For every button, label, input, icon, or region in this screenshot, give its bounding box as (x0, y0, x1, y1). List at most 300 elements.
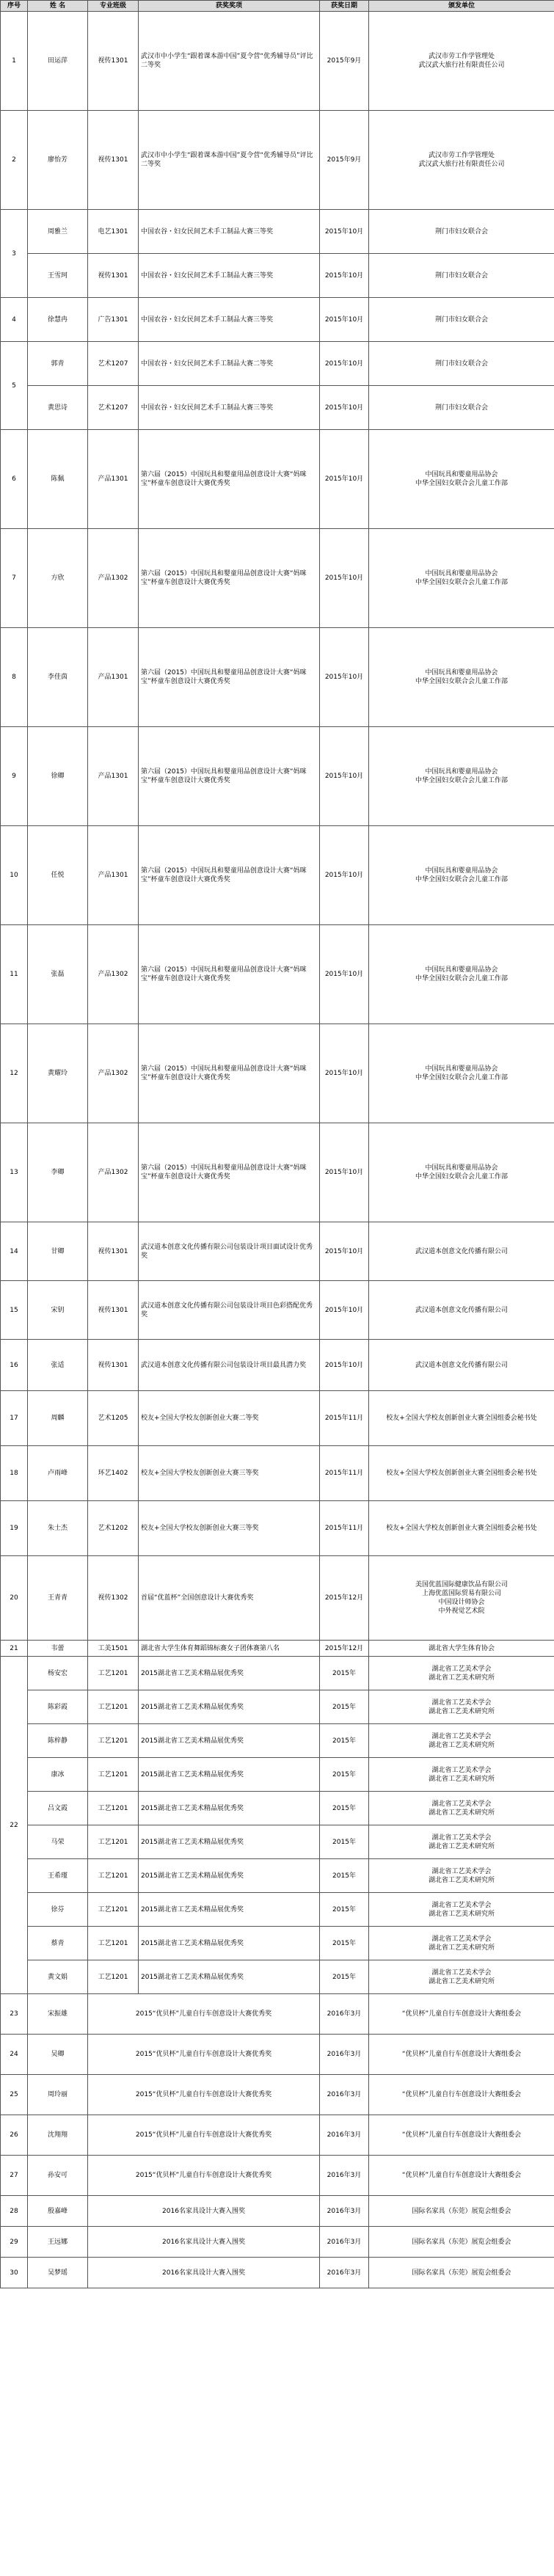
cell-name (28, 1501, 88, 1556)
cell-issuer (369, 1657, 554, 1690)
table-row (1, 430, 554, 529)
cell-date (320, 254, 369, 298)
issuer-text: 湖北省工艺美术研究所 (428, 1842, 495, 1850)
cell-name (28, 2035, 88, 2075)
table-row (1, 1641, 554, 1657)
cell-award (139, 529, 320, 628)
name-text: 宋钥 (51, 1306, 65, 1314)
date-text: 2015年11月 (324, 1415, 364, 1422)
cell-name (28, 1123, 88, 1222)
issuer-text: 湖北省工艺美术研究所 (428, 1741, 495, 1749)
class-text: 工艺1201 (98, 1737, 128, 1745)
issuer-text: 湖北省工艺美术研究所 (428, 1910, 495, 1918)
cell-issuer (369, 2196, 554, 2227)
date-text: 2015年10月 (324, 872, 364, 879)
table-row (1, 529, 554, 628)
cell-name (28, 298, 88, 342)
cell-award (139, 1960, 320, 1994)
table-row (1, 1927, 554, 1960)
cell-date (320, 210, 369, 254)
class-text: 产品1302 (98, 574, 128, 582)
date-text: 2015年11月 (324, 1525, 364, 1532)
cell-index (1, 12, 28, 111)
cell-issuer (369, 925, 554, 1024)
date-text: 2015年10月 (324, 475, 364, 483)
cell-award (139, 1123, 320, 1222)
cell-date (320, 2258, 369, 2288)
cell-name (28, 925, 88, 1024)
award-text: 2015湖北省工艺美术精品展优秀奖 (141, 1872, 244, 1880)
award-text: 第六届（2015）中国玩具和婴童用品创意设计大赛“妈咪宝”杯童车创意设计大赛优秀奖 (141, 867, 307, 883)
cell-award (139, 628, 320, 727)
cell-name (28, 1825, 88, 1859)
cell-name (28, 1690, 88, 1724)
class-text: 工艺1201 (98, 1804, 128, 1812)
cell-name (28, 1960, 88, 1994)
cell-class (88, 111, 139, 210)
header-issuer: 颁发单位 (369, 1, 554, 12)
issuer-text: 湖北省工艺美术学会 (431, 1969, 492, 1977)
issuer-text: “优贝杯”儿童自行车创意设计大赛组委会 (401, 2131, 522, 2139)
cell-issuer (369, 529, 554, 628)
date-text: 2016年3月 (327, 2172, 362, 2179)
cell-name (28, 1758, 88, 1792)
table-row (1, 2258, 554, 2288)
cell-class (88, 1391, 139, 1446)
name-text: 周麟 (51, 1415, 65, 1422)
cell-class (88, 1641, 139, 1657)
issuer-text: 荆门市妇女联合会 (434, 404, 488, 412)
index-text: 8 (12, 674, 16, 681)
date-text: 2015年 (332, 1770, 356, 1778)
class-text: 工艺1201 (98, 1669, 128, 1677)
name-text: 徐慧冉 (47, 315, 68, 324)
issuer-text: 中国玩具和婴童用品协会 (425, 966, 498, 974)
award-text: 2015湖北省工艺美术精品展优秀奖 (141, 1804, 244, 1812)
issuer-text: 湖北省工艺美术研究所 (428, 1944, 495, 1952)
cell-name (28, 430, 88, 529)
issuer-text: 中华全国妇女联合会儿童工作部 (415, 1173, 508, 1181)
cell-issuer (369, 1556, 554, 1641)
header-index: 序号 (1, 1, 28, 12)
issuer-text: 武汉武大旅行社有限责任公司 (418, 161, 505, 168)
class-text: 视传1301 (98, 156, 128, 164)
cell-class (88, 1792, 139, 1825)
name-text: 黄文娟 (47, 1973, 68, 1981)
cell-date (320, 430, 369, 529)
cell-award (139, 298, 320, 342)
cell-index (1, 2075, 28, 2115)
issuer-text: 国际名家具（东莞）展览会组委会 (412, 2269, 511, 2277)
table-row (1, 1501, 554, 1556)
issuer-text: 中国玩具和婴童用品协会 (425, 768, 498, 776)
index-text: 25 (10, 2091, 18, 2098)
cell-date (320, 1340, 369, 1391)
issuer-text: 中国设计师协会 (438, 1599, 485, 1606)
award-text: 武汉道本创意文化传播有限公司包装设计项目最具潜力奖 (141, 1361, 307, 1369)
cell-award (139, 1859, 320, 1893)
issuer-text: 上海优蓝国际贸易有限公司 (421, 1590, 501, 1597)
cell-date (320, 1501, 369, 1556)
class-text: 2015“优贝杯”儿童自行车创意设计大赛优秀奖 (135, 2131, 272, 2139)
class-text: 视传1301 (98, 1361, 128, 1369)
cell-index (1, 628, 28, 727)
issuer-text: 武汉市劳工作学管理处 (428, 53, 495, 60)
cell-issuer (369, 2227, 554, 2258)
cell-class (88, 210, 139, 254)
index-text: 13 (10, 1169, 18, 1176)
class-text: 视传1302 (98, 1594, 128, 1602)
class-text: 工艺1201 (98, 1872, 128, 1880)
class-text: 视传1301 (98, 1306, 128, 1314)
cell-issuer (369, 386, 554, 430)
cell-class (88, 1960, 139, 1994)
name-text: 宋振雄 (47, 2010, 68, 2018)
date-text: 2015年10月 (324, 227, 364, 236)
index-text: 4 (12, 315, 16, 324)
cell-date (320, 1994, 369, 2035)
award-text: 第六届（2015）中国玩具和婴童用品创意设计大赛“妈咪宝”杯童车创意设计大赛优秀奖 (141, 1065, 307, 1081)
award-text: 武汉道本创意文化传播有限公司包装设计项目色彩搭配优秀奖 (141, 1302, 313, 1318)
cell-award (139, 386, 320, 430)
name-text: 蔡青 (51, 1939, 65, 1947)
table-row (1, 1123, 554, 1222)
cell-issuer (369, 1641, 554, 1657)
header-award: 获奖奖项 (139, 1, 320, 12)
issuer-text: 荆门市妇女联合会 (434, 315, 488, 324)
date-text: 2015年 (332, 1872, 356, 1880)
cell-date (320, 727, 369, 826)
date-text: 2015年10月 (324, 574, 364, 582)
table-row (1, 826, 554, 925)
index-text: 11 (10, 971, 18, 978)
table-row (1, 2227, 554, 2258)
award-text: 校友+全国大学校友创新创业大赛二等奖 (141, 1415, 259, 1422)
cell-award (139, 1641, 320, 1657)
cell-class (88, 1657, 139, 1690)
award-text: 2015湖北省工艺美术精品展优秀奖 (141, 1939, 244, 1947)
class-text: 2016名家具设计大赛入围奖 (162, 2238, 245, 2246)
table-row (1, 1758, 554, 1792)
index-text: 29 (10, 2238, 18, 2246)
issuer-text: 武汉道本创意文化传播有限公司 (415, 1306, 508, 1314)
class-text: 工艺1201 (98, 1939, 128, 1947)
index-text: 24 (10, 2051, 18, 2058)
cell-award (139, 12, 320, 111)
table-row (1, 2196, 554, 2227)
cell-index (1, 1024, 28, 1123)
cell-class (88, 1024, 139, 1123)
cell-date (320, 1391, 369, 1446)
award-text: 校友+全国大学校友创新创业大赛三等奖 (141, 1525, 259, 1532)
table-row (1, 2075, 554, 2115)
date-text: 2016年3月 (327, 2051, 362, 2058)
cell-award (139, 1556, 320, 1641)
cell-issuer (369, 210, 554, 254)
table-row (1, 1960, 554, 1994)
issuer-text: “优贝杯”儿童自行车创意设计大赛组委会 (401, 2091, 522, 2098)
cell-date (320, 386, 369, 430)
name-text: 王远娜 (47, 2238, 68, 2246)
date-text: 2015年12月 (324, 1594, 364, 1602)
cell-name (28, 529, 88, 628)
cell-class (88, 2075, 320, 2115)
date-text: 2015年12月 (324, 1644, 364, 1652)
class-text: 2015“优贝杯”儿童自行车创意设计大赛优秀奖 (135, 2051, 272, 2058)
cell-class (88, 1893, 139, 1927)
award-text: 2015湖北省工艺美术精品展优秀奖 (141, 1905, 244, 1913)
award-text: 2015湖北省工艺美术精品展优秀奖 (141, 1770, 244, 1778)
cell-index (1, 1501, 28, 1556)
table-row (1, 1893, 554, 1927)
award-text: 2015湖北省工艺美术精品展优秀奖 (141, 1737, 244, 1745)
cell-index (1, 529, 28, 628)
name-text: 王雪珂 (47, 271, 68, 280)
cell-class (88, 1340, 139, 1391)
name-text: 周雅兰 (47, 227, 68, 236)
cell-issuer (369, 111, 554, 210)
issuer-text: 中外视觉艺术院 (438, 1608, 485, 1615)
table-row (1, 1859, 554, 1893)
table-row (1, 254, 554, 298)
date-text: 2016年3月 (327, 2091, 362, 2098)
cell-name (28, 1893, 88, 1927)
cell-class (88, 1859, 139, 1893)
cell-index (1, 2035, 28, 2075)
date-text: 2015年10月 (324, 1361, 364, 1369)
cell-issuer (369, 254, 554, 298)
class-text: 艺术1202 (98, 1525, 128, 1532)
issuer-text: 湖北省工艺美术研究所 (428, 1674, 495, 1682)
issuer-text: 武汉道本创意文化传播有限公司 (415, 1361, 508, 1369)
cell-date (320, 1927, 369, 1960)
cell-class (88, 12, 139, 111)
cell-award (139, 1340, 320, 1391)
issuer-text: 美国优蓝国际健康饮品有限公司 (415, 1581, 508, 1588)
name-text: 徐卿 (51, 773, 65, 780)
cell-issuer (369, 2258, 554, 2288)
cell-index (1, 342, 28, 430)
table-row (1, 1690, 554, 1724)
cell-index (1, 2258, 28, 2288)
table-row (1, 1446, 554, 1501)
issuer-text: 湖北省工艺美术学会 (431, 1834, 492, 1842)
cell-class (88, 254, 139, 298)
table-row (1, 1825, 554, 1859)
date-text: 2015年 (332, 1669, 356, 1677)
name-text: 甘卿 (51, 1247, 65, 1255)
header-class: 专业班级 (88, 1, 139, 12)
class-text: 电艺1301 (98, 227, 128, 236)
header-name: 姓 名 (28, 1, 88, 12)
name-text: 马荣 (51, 1838, 65, 1846)
cell-award (139, 1222, 320, 1281)
name-text: 吴梦瑶 (47, 2269, 68, 2277)
class-text: 视传1301 (98, 1247, 128, 1255)
class-text: 艺术1207 (98, 360, 128, 368)
cell-name (28, 1222, 88, 1281)
index-text: 20 (10, 1594, 18, 1602)
index-text: 18 (10, 1470, 18, 1477)
issuer-text: 武汉道本创意文化传播有限公司 (415, 1247, 508, 1255)
cell-class (88, 1556, 139, 1641)
cell-award (139, 826, 320, 925)
cell-issuer (369, 1391, 554, 1446)
cell-index (1, 1340, 28, 1391)
cell-issuer (369, 342, 554, 386)
name-text: 廖怡芳 (47, 156, 68, 164)
cell-class (88, 1994, 320, 2035)
cell-index (1, 1641, 28, 1657)
issuer-text: “优贝杯”儿童自行车创意设计大赛组委会 (401, 2010, 522, 2018)
cell-name (28, 12, 88, 111)
date-text: 2015年10月 (324, 315, 364, 324)
cell-index (1, 210, 28, 298)
issuer-text: 国际名家具（东莞）展览会组委会 (412, 2207, 511, 2215)
cell-award (139, 1724, 320, 1758)
table-row (1, 1391, 554, 1446)
date-text: 2015年 (332, 1939, 356, 1947)
issuer-text: 湖北省工艺美术学会 (431, 1766, 492, 1774)
cell-award (139, 342, 320, 386)
issuer-text: 中国玩具和婴童用品协会 (425, 1065, 498, 1073)
date-text: 2015年10月 (324, 1247, 364, 1255)
issuer-text: “优贝杯”儿童自行车创意设计大赛组委会 (401, 2051, 522, 2058)
cell-date (320, 2156, 369, 2196)
class-text: 视传1301 (98, 57, 128, 65)
cell-award (139, 925, 320, 1024)
date-text: 2015年 (332, 1703, 356, 1711)
cell-award (139, 1501, 320, 1556)
issuer-text: 中国玩具和婴童用品协会 (425, 867, 498, 875)
cell-issuer (369, 12, 554, 111)
index-text: 28 (10, 2207, 18, 2215)
index-text: 17 (10, 1415, 18, 1422)
index-text: 9 (12, 773, 16, 780)
cell-issuer (369, 1825, 554, 1859)
table-row (1, 1657, 554, 1690)
award-text: 第六届（2015）中国玩具和婴童用品创意设计大赛“妈咪宝”杯童车创意设计大赛优秀奖 (141, 1164, 307, 1181)
index-text: 23 (10, 2010, 18, 2018)
issuer-text: 湖北省工艺美术学会 (431, 1935, 492, 1943)
cell-name (28, 1657, 88, 1690)
class-text: 2015“优贝杯”儿童自行车创意设计大赛优秀奖 (135, 2091, 272, 2098)
table-row (1, 342, 554, 386)
date-text: 2016年3月 (327, 2207, 362, 2215)
name-text: 黄思诗 (47, 404, 68, 412)
cell-name (28, 2196, 88, 2227)
index-text: 30 (10, 2269, 18, 2277)
name-text: 李卿 (51, 1169, 65, 1176)
cell-class (88, 826, 139, 925)
index-text: 16 (10, 1361, 18, 1369)
cell-class (88, 628, 139, 727)
cell-date (320, 2075, 369, 2115)
cell-name (28, 2075, 88, 2115)
index-text: 19 (10, 1525, 18, 1532)
cell-class (88, 2196, 320, 2227)
cell-date (320, 1024, 369, 1123)
award-text: 第六届（2015）中国玩具和婴童用品创意设计大赛“妈咪宝”杯童车创意设计大赛优秀奖 (141, 570, 307, 586)
award-text: 第六届（2015）中国玩具和婴童用品创意设计大赛“妈咪宝”杯童车创意设计大赛优秀奖 (141, 669, 307, 685)
name-text: 吴卿 (51, 2051, 65, 2058)
cell-class (88, 342, 139, 386)
name-text: 李佳茵 (47, 674, 68, 681)
index-text: 3 (12, 249, 16, 258)
issuer-text: 湖北省工艺美术学会 (431, 1800, 492, 1808)
table-row (1, 1281, 554, 1340)
cell-date (320, 298, 369, 342)
cell-award (139, 1281, 320, 1340)
cell-index (1, 430, 28, 529)
issuer-text: 中华全国妇女联合会儿童工作部 (415, 579, 508, 586)
class-text: 艺术1205 (98, 1415, 128, 1422)
cell-issuer (369, 1690, 554, 1724)
class-text: 产品1302 (98, 1169, 128, 1176)
cell-issuer (369, 1501, 554, 1556)
cell-class (88, 1825, 139, 1859)
award-text: 中国农谷・妇女民间艺术手工制品大赛二等奖 (141, 360, 274, 368)
name-text: 陈梓静 (47, 1737, 68, 1745)
name-text: 张适 (51, 1361, 65, 1369)
cell-issuer (369, 1446, 554, 1501)
date-text: 2015年10月 (324, 1169, 364, 1176)
issuer-text: 校友+全国大学校友创新创业大赛全国组委会秘书处 (386, 1525, 537, 1532)
index-text: 7 (12, 574, 16, 582)
date-text: 2015年 (332, 1737, 356, 1745)
cell-class (88, 1281, 139, 1340)
index-text: 12 (10, 1070, 18, 1077)
cell-name (28, 727, 88, 826)
cell-award (139, 430, 320, 529)
name-text: 吕文霞 (47, 1804, 68, 1812)
class-text: 工艺1201 (98, 1703, 128, 1711)
cell-award (139, 1024, 320, 1123)
award-text: 中国农谷・妇女民间艺术手工制品大赛三等奖 (141, 404, 274, 412)
cell-name (28, 1446, 88, 1501)
name-text: 陈佩 (51, 475, 65, 483)
date-text: 2015年 (332, 1838, 356, 1846)
cell-issuer (369, 1724, 554, 1758)
name-text: 郭青 (51, 360, 65, 368)
name-text: 卢雨峰 (47, 1470, 68, 1477)
index-text: 2 (12, 156, 16, 164)
cell-award (139, 1690, 320, 1724)
issuer-text: 武汉市劳工作学管理处 (428, 152, 495, 159)
issuer-text: 湖北省工艺美术学会 (431, 1699, 492, 1707)
table-row (1, 1724, 554, 1758)
cell-date (320, 1758, 369, 1792)
class-text: 产品1301 (98, 773, 128, 780)
issuer-text: 湖北省大学生体育协会 (428, 1644, 495, 1652)
cell-date (320, 1446, 369, 1501)
issuer-text: 荆门市妇女联合会 (434, 271, 488, 280)
cell-name (28, 2258, 88, 2288)
issuer-text: 湖北省工艺美术研究所 (428, 1876, 495, 1884)
header-date: 获奖日期 (320, 1, 369, 12)
index-text: 6 (12, 475, 16, 483)
date-text: 2015年9月 (327, 57, 362, 65)
table-row (1, 1222, 554, 1281)
cell-date (320, 529, 369, 628)
cell-date (320, 1960, 369, 1994)
issuer-text: 中华全国妇女联合会儿童工作部 (415, 1074, 508, 1081)
table-row (1, 386, 554, 430)
cell-class (88, 430, 139, 529)
cell-date (320, 12, 369, 111)
cell-award (139, 1825, 320, 1859)
issuer-text: 中华全国妇女联合会儿童工作部 (415, 975, 508, 982)
